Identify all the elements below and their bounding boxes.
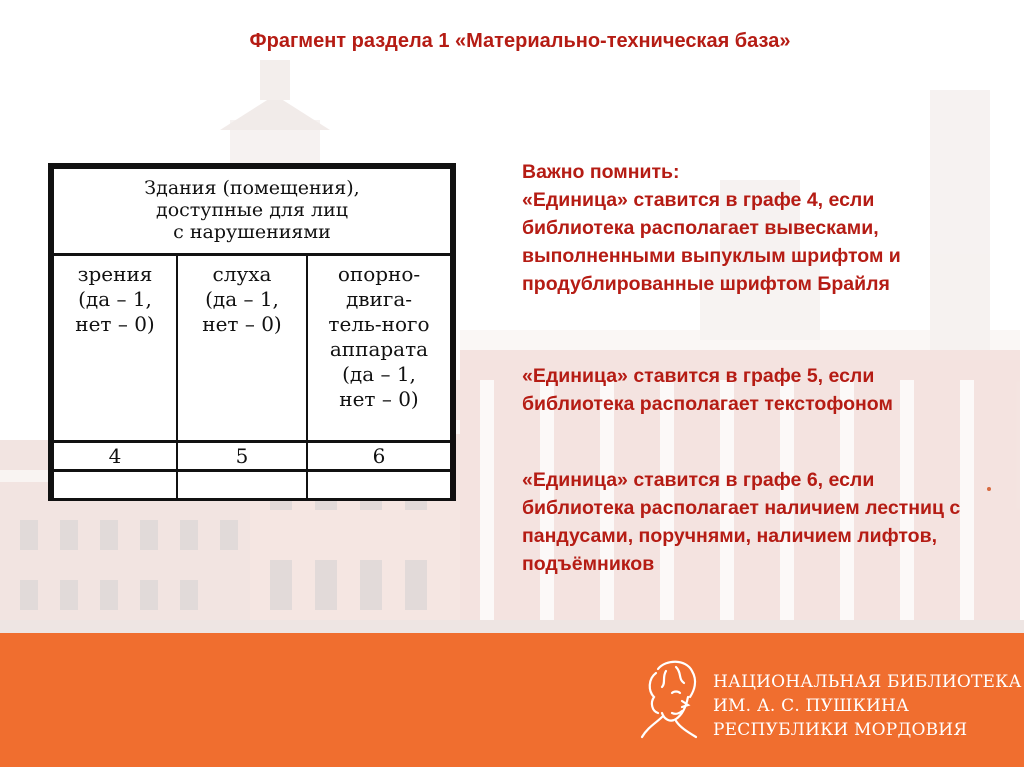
empty-cell	[307, 471, 451, 500]
column-text-line: зрения	[77, 262, 153, 286]
notes-block	[522, 158, 1022, 575]
empty-cell	[177, 471, 307, 500]
column-text-line: опорно-	[337, 262, 421, 286]
pushkin-portrait-logo	[636, 657, 706, 741]
table-header-cell	[53, 168, 451, 255]
slide-title: Фрагмент раздела 1 «Материально-техническая база»	[249, 30, 791, 52]
column-text-line: нет – 0)	[339, 387, 419, 411]
table-header-line: доступные для лиц	[156, 199, 348, 221]
column-text-line: слуха	[212, 262, 272, 286]
column-text-line: двига-	[345, 287, 413, 311]
form-table-fragment	[48, 163, 456, 501]
column-vision	[53, 255, 177, 442]
column-text-line: аппарата	[329, 337, 429, 361]
column-number-4: 4	[53, 442, 177, 471]
column-text-line: нет – 0)	[75, 312, 155, 336]
note-item-3: «Единица» ставится в графе 6, если библиотека располагает наличием лестниц с пандусами, поручнями, наличием лифтов, подъёмников	[522, 469, 961, 575]
empty-cell	[53, 471, 177, 500]
library-name-line: ИМ. А. С. ПУШКИНА	[713, 696, 910, 716]
table-header-line: Здания (помещения),	[144, 177, 360, 199]
note-item-2: «Единица» ставится в графе 5, если библиотека располагает текстофоном	[522, 365, 893, 415]
column-number-5: 5	[177, 442, 307, 471]
library-name	[713, 670, 1022, 742]
library-name-line: НАЦИОНАЛЬНАЯ БИБЛИОТЕКА	[713, 672, 1022, 692]
library-name-line: РЕСПУБЛИКИ МОРДОВИЯ	[713, 720, 968, 740]
note-item-1: «Единица» ставится в графе 4, если библиотека располагает вывесками, выполненными выпуклым шрифтом и продублированные шрифтом Брайля	[522, 189, 901, 295]
table-header-line: с нарушениями	[173, 221, 331, 243]
column-hearing	[177, 255, 307, 442]
column-musculoskeletal	[307, 255, 451, 442]
column-text-line: (да – 1,	[342, 362, 416, 386]
notes-heading: Важно помнить:	[522, 161, 680, 183]
column-number-6: 6	[307, 442, 451, 471]
column-text-line: тель-ного	[328, 312, 430, 336]
column-text-line: (да – 1,	[78, 287, 152, 311]
column-text-line: нет – 0)	[202, 312, 282, 336]
decorative-dot	[987, 487, 991, 491]
column-text-line: (да – 1,	[205, 287, 279, 311]
note-first	[522, 158, 1022, 298]
